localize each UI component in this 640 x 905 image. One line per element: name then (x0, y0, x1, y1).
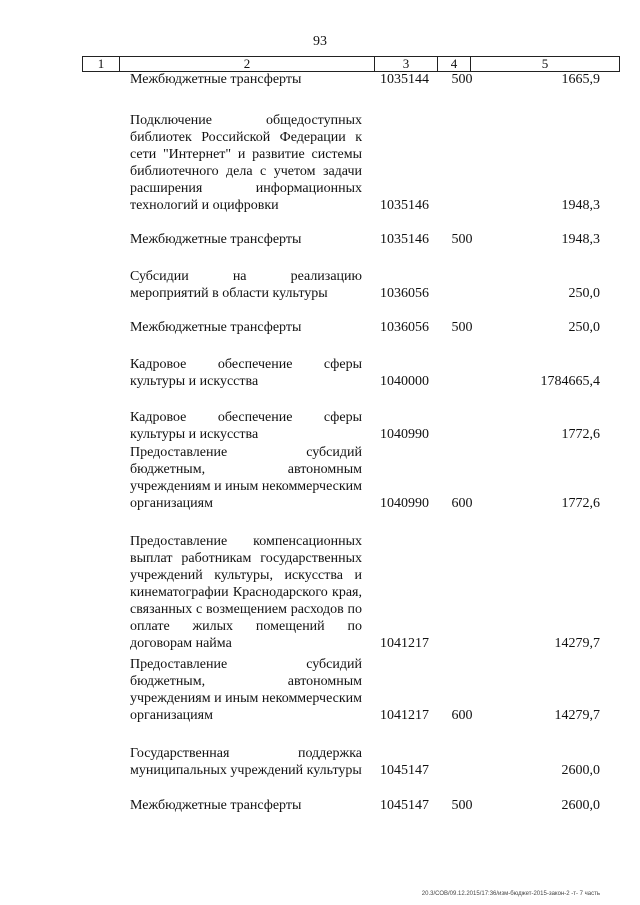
row-expense-type: 600 (451, 708, 473, 723)
row-sum: 250,0 (568, 320, 600, 335)
row-sum: 1772,6 (561, 496, 600, 511)
table-row (0, 745, 640, 779)
table-row (0, 797, 640, 814)
table-row (0, 356, 640, 390)
row-name: Государственная поддержка муниципальных учреждений культуры (130, 746, 362, 778)
row-sum: 250,0 (568, 286, 600, 301)
row-name: Межбюджетные трансферты (130, 798, 302, 813)
row-name: Межбюджетные трансферты (130, 72, 302, 87)
row-name: Межбюджетные трансферты (130, 320, 302, 335)
table-row (0, 71, 640, 88)
row-code: 1036056 (380, 286, 429, 301)
row-name: Подключение общедоступных библиотек Российской Федерации к сети "Интернет" и развитие системы библиотечного дела с учетом задачи расширения информационных технологий и оцифровки (130, 113, 362, 213)
document-footer-path: 20.3/СОВ/09.12.2015/17:36/изм-бюджет-2015-закон-2 -т- 7 часть (421, 891, 600, 897)
table-row (0, 319, 640, 336)
table-header-row (82, 56, 620, 72)
row-sum: 1784665,4 (540, 374, 600, 389)
row-code: 1040990 (380, 427, 429, 442)
row-sum: 2600,0 (561, 763, 600, 778)
table-row (0, 657, 640, 724)
row-expense-type: 600 (451, 496, 473, 511)
row-code: 1041217 (380, 708, 429, 723)
row-code: 1045147 (380, 763, 429, 778)
row-name: Кадровое обеспечение сферы культуры и искусства (130, 410, 362, 442)
row-name: Предоставление субсидий бюджетным, автономным учреждениям и иным некоммерческим организациям (130, 445, 362, 511)
row-sum: 14279,7 (554, 708, 600, 723)
row-sum: 14279,7 (554, 636, 600, 651)
header-col-1: 1 (97, 56, 105, 71)
table-row (0, 445, 640, 512)
row-code: 1040000 (380, 374, 429, 389)
row-expense-type: 500 (451, 320, 473, 335)
page-number: 93 (313, 34, 327, 49)
row-name: Межбюджетные трансферты (130, 232, 302, 247)
table-row (0, 409, 640, 443)
table-row (0, 268, 640, 302)
row-expense-type: 500 (451, 72, 473, 87)
table-row (0, 231, 640, 248)
row-expense-type: 500 (451, 798, 473, 813)
row-code: 1035144 (380, 72, 429, 87)
header-col-2: 2 (243, 56, 251, 71)
row-code: 1045147 (380, 798, 429, 813)
row-sum: 1948,3 (561, 198, 600, 213)
row-name: Кадровое обеспечение сферы культуры и искусства (130, 357, 362, 389)
row-sum: 1772,6 (561, 427, 600, 442)
row-expense-type: 500 (451, 232, 473, 247)
header-col-3: 3 (402, 56, 410, 71)
row-name: Предоставление компенсационных выплат работникам государственных учреждений культуры, искусства и кинематографии Краснодарского края, связанных с возмещением расходов по оплате жилых помещений по договорам найма (130, 534, 362, 651)
row-code: 1040990 (380, 496, 429, 511)
row-sum: 1948,3 (561, 232, 600, 247)
header-col-4: 4 (450, 56, 458, 71)
row-name: Предоставление субсидий бюджетным, автономным учреждениям и иным некоммерческим организациям (130, 657, 362, 723)
row-code: 1036056 (380, 320, 429, 335)
header-col-5: 5 (541, 56, 549, 71)
table-row (0, 110, 640, 214)
row-name: Субсидии на реализацию мероприятий в области культуры (130, 269, 362, 301)
table-row (0, 531, 640, 652)
row-code: 1041217 (380, 636, 429, 651)
row-sum: 2600,0 (561, 798, 600, 813)
row-code: 1035146 (380, 198, 429, 213)
row-code: 1035146 (380, 232, 429, 247)
row-sum: 1665,9 (561, 72, 600, 87)
